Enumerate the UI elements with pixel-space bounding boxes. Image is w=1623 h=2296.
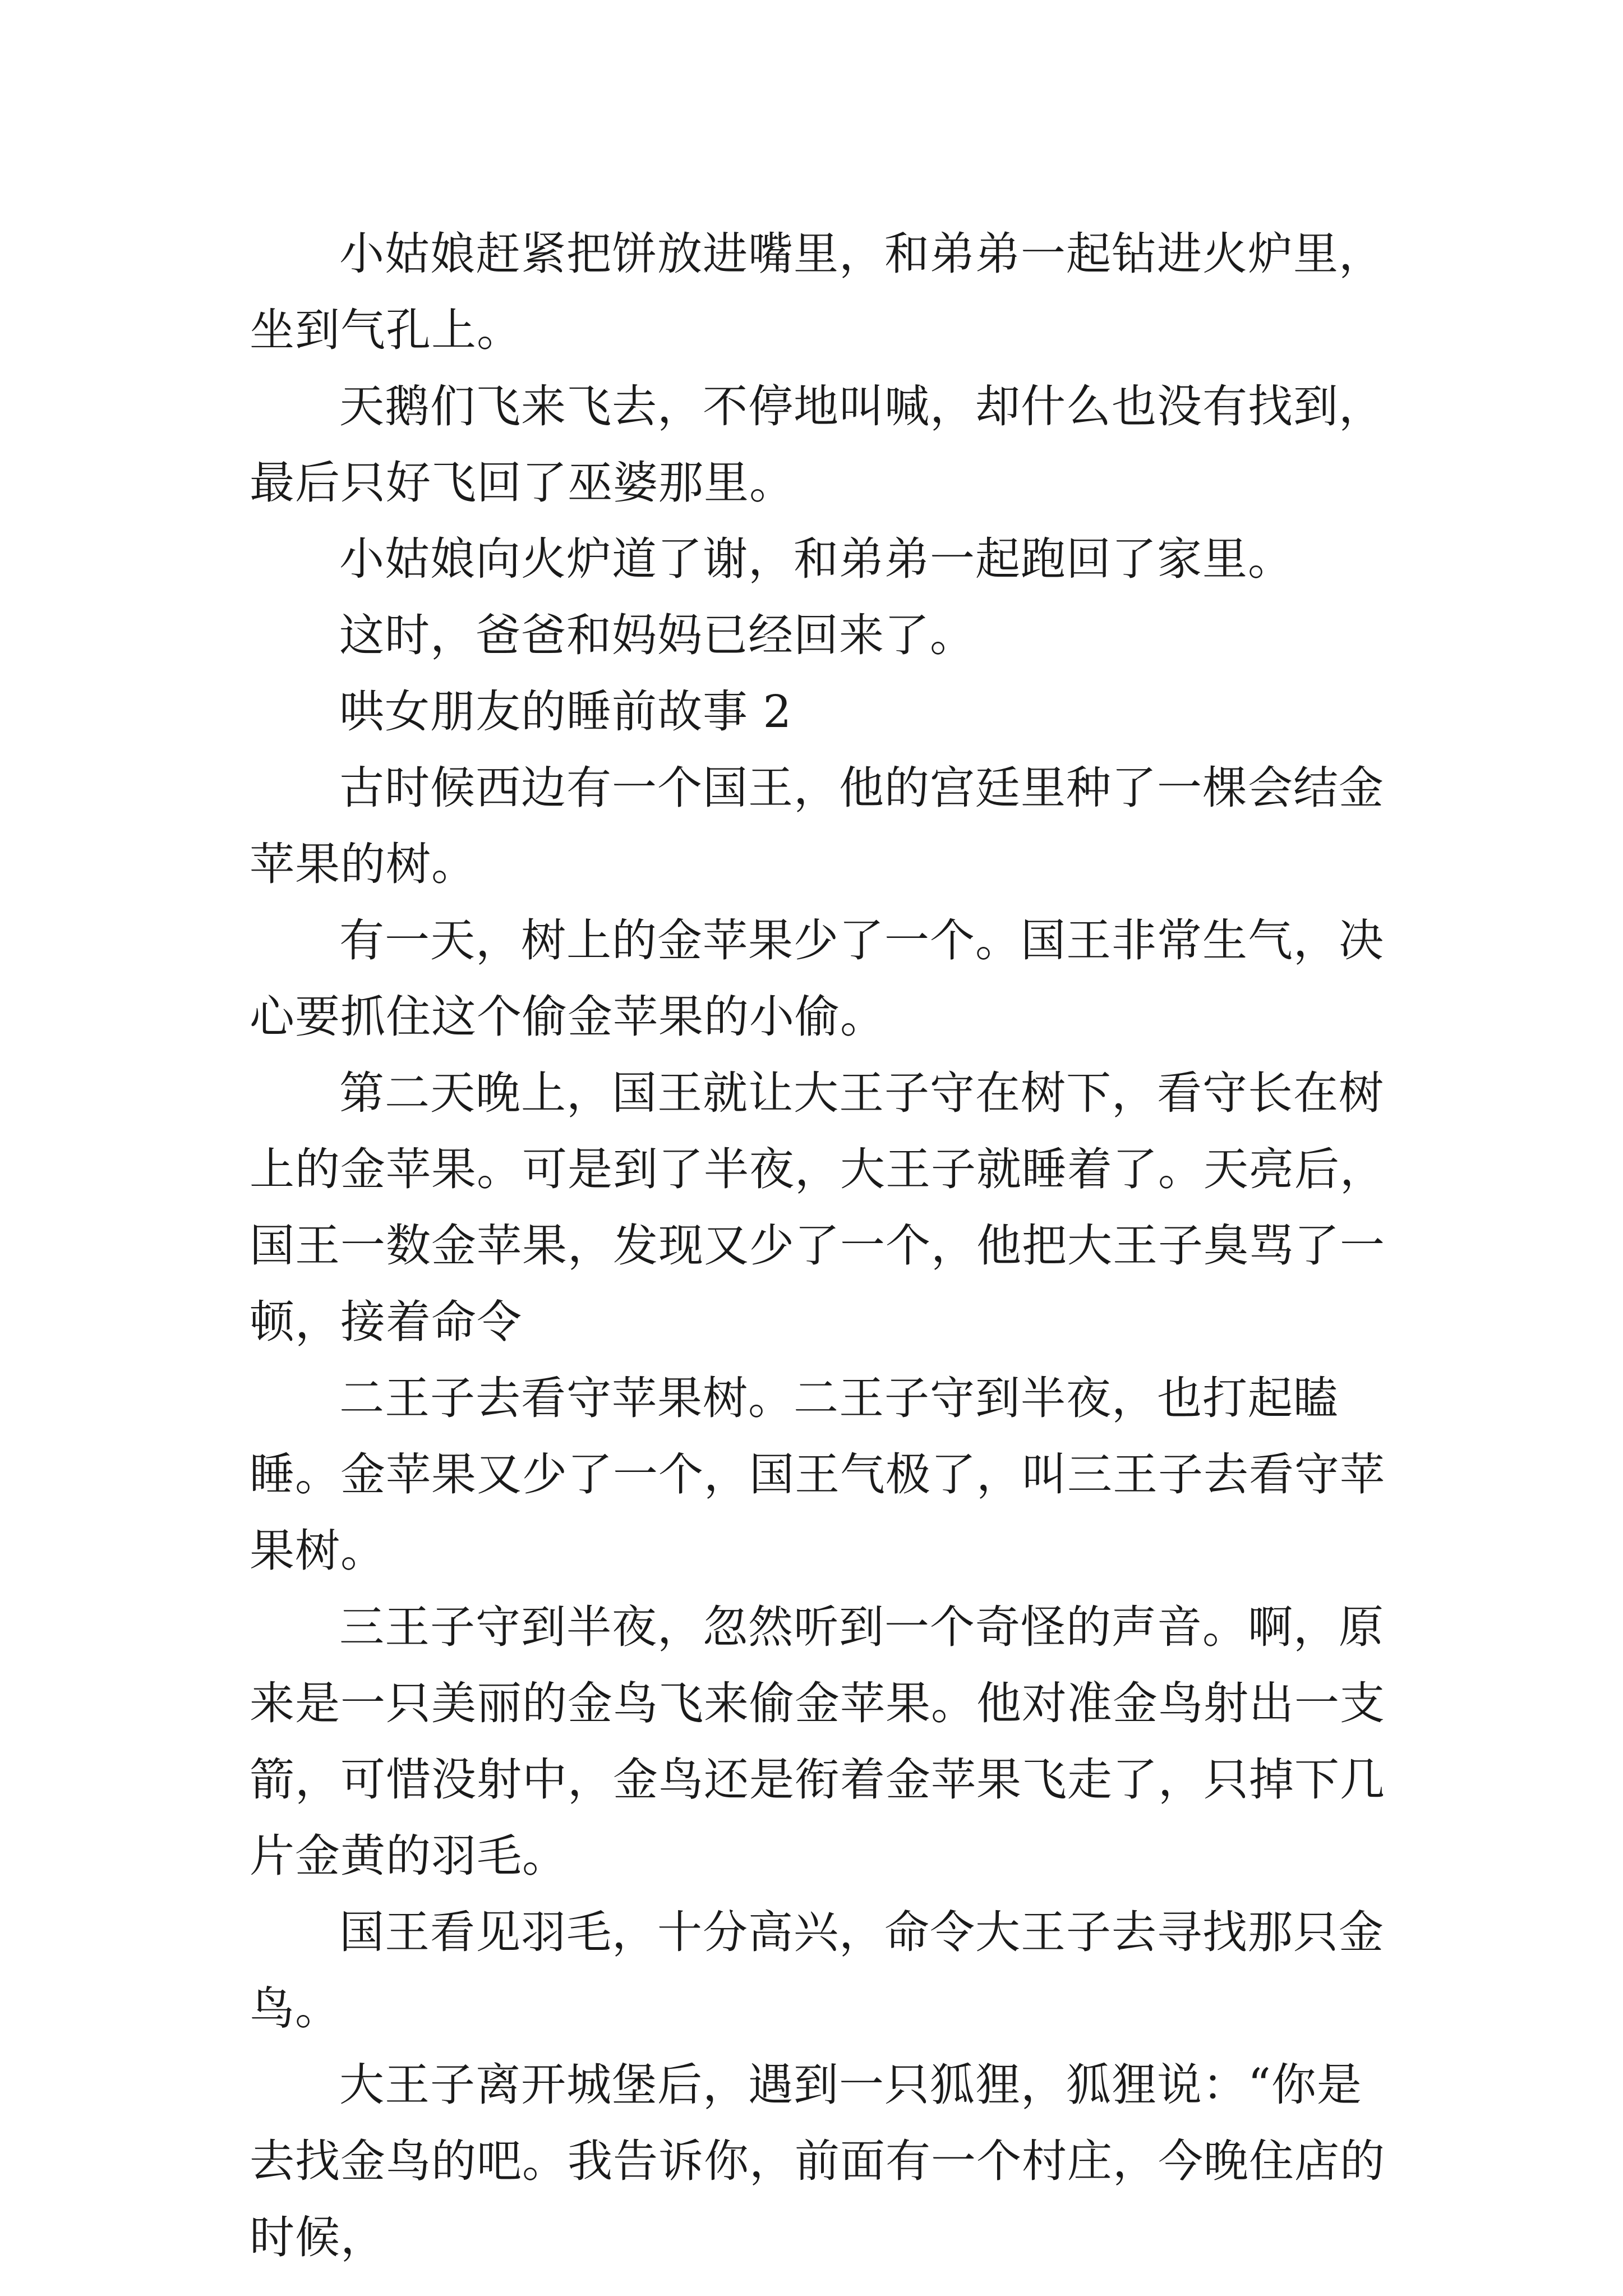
paragraph: 二王子去看守苹果树。二王子守到半夜，也打起瞌睡。金苹果又少了一个，国王气极了，叫三王子去看守苹果树。 — [250, 1372, 1385, 1577]
story-heading: 哄女朋友的睡前故事 2 — [339, 685, 792, 738]
document-body — [250, 216, 1388, 2276]
paragraph: 天鹅们飞来飞去，不停地叫喊，却什么也没有找到，最后只好飞回了巫婆那里。 — [250, 380, 1384, 509]
paragraph: 古时候西边有一个国王，他的宫廷里种了一棵会结金苹果的树。 — [250, 762, 1384, 890]
paragraph: 大王子离开城堡后，遇到一只狐狸，狐狸说：“你是去找金鸟的吧。我告诉你，前面有一个村庄，今晚住店的时候， — [250, 2059, 1385, 2263]
paragraph: 小姑娘赶紧把饼放进嘴里，和弟弟一起钻进火炉里，坐到气孔上。 — [250, 228, 1384, 356]
paragraph: 小姑娘向火炉道了谢，和弟弟一起跑回了家里。 — [339, 533, 1293, 585]
paragraph: 三王子守到半夜，忽然听到一个奇怪的声音。啊，原来是一只美丽的金鸟飞来偷金苹果。他对准金鸟射出一支箭，可惜没射中，金鸟还是衔着金苹果飞走了，只掉下几片金黄的羽毛。 — [250, 1601, 1385, 1882]
paragraph: 有一天，树上的金苹果少了一个。国王非常生气，决心要抓住这个偷金苹果的小偷。 — [250, 914, 1384, 1043]
paragraph: 第二天晚上，国王就让大王子守在树下，看守长在树上的金苹果。可是到了半夜，大王子就睡着了。天亮后，国王一数金苹果，发现又少了一个，他把大王子臭骂了一顿，接着命令 — [250, 1067, 1385, 1348]
paragraph: 国王看见羽毛，十分高兴，命令大王子去寻找那只金鸟。 — [250, 1906, 1384, 2035]
paragraph: 这时，爸爸和妈妈已经回来了。 — [339, 609, 975, 661]
